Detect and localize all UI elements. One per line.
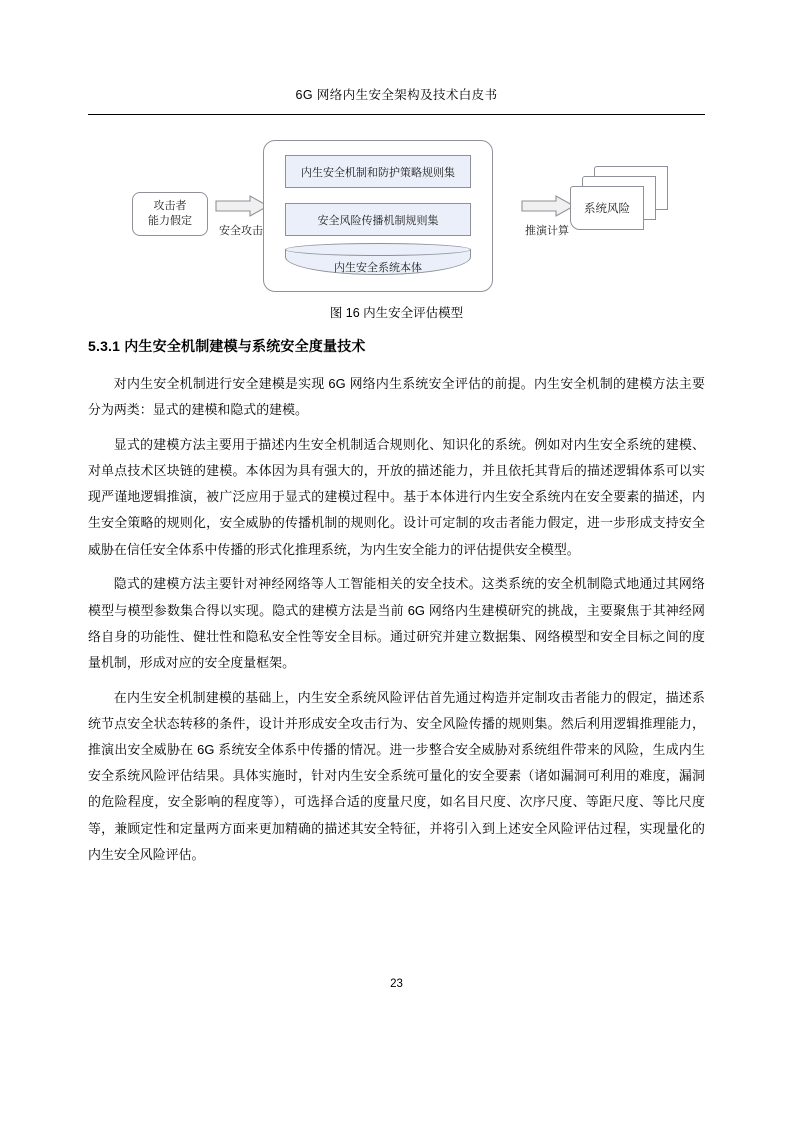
- system-risk-stack: [570, 166, 670, 234]
- right-arrow-icon: [214, 194, 270, 218]
- right-arrow-icon: [520, 194, 576, 218]
- system-risk-card-front: 系统风险: [570, 186, 644, 230]
- endogenous-security-model-container: [263, 140, 493, 292]
- document-content: [88, 336, 705, 876]
- header-divider: [88, 114, 705, 115]
- header-title: 6G 网络内生安全架构及技术白皮书: [295, 88, 498, 102]
- section-heading: 5.3.1 内生安全机制建模与系统安全度量技术: [88, 338, 366, 354]
- system-ontology-cylinder: [285, 243, 471, 281]
- figure-diagram: [88, 132, 705, 300]
- deduction-arrow-label: 推演计算: [525, 225, 569, 237]
- body-paragraph: 显式的建模方法主要用于描述内生安全机制适合规则化、知识化的系统。例如对内生安全系统的建模、对单点技术区块链的建模。本体因为具有强大的，开放的描述能力，并且依托其背后的描述逻辑体系可以实现严谨地逻辑推演，被广泛应用于显式的建模过程中。基于本体进行内生安全系统内在安全要素的描述，内生安全策略的规则化，安全威胁的传播机制的规则化。设计可定制的攻击者能力假定，进一步形成支持安全威胁在信任安全体系中传播的形式化推理系统，为内生安全能力的评估提供安全模型。: [88, 436, 705, 557]
- security-mechanism-ruleset-box: 内生安全机制和防护策略规则集: [285, 155, 471, 188]
- risk-propagation-ruleset-box: 安全风险传播机制规则集: [285, 203, 471, 236]
- attack-arrow-label: 安全攻击: [219, 225, 263, 237]
- attacker-node-line2: 能力假定: [148, 215, 192, 227]
- body-paragraph: 在内生安全机制建模的基础上，内生安全系统风险评估首先通过构造并定制攻击者能力的假定，描述系统节点安全状态转移的条件，设计并形成安全攻击行为、安全风险传播的规则集。然后利用逻辑推理能力，推演出安全威胁在 6G 系统安全体系中传播的情况。进一步整合安全威胁对系统组件带来的风险，生成内生安全系统风险评估结果。具体实施时，针对内生安全系统可量化的安全要素（诸如漏洞可利用的难度，漏洞的危险程度，安全影响的程度等），可选择合适的度量尺度，如名目尺度、次序尺度、等距尺度、等比尺度等，兼顾定性和定量两方面来更加精确的描述其安全特征，并将引入到上述安全风险评估过程，实现量化的内生安全风险评估。: [88, 689, 705, 862]
- body-paragraph: 隐式的建模方法主要针对神经网络等人工智能相关的安全技术。这类系统的安全机制隐式地通过其网络模型与模型参数集合得以实现。隐式的建模方法是当前 6G 网络内生建模研究的挑战，主要聚焦于其神经网络自身的功能性、健壮性和隐私安全性等安全目标。通过研究并建立数据集、网络模型和安全目标之间的度量机制，形成对应的安全度量框架。: [88, 576, 705, 670]
- page-number: 23: [390, 978, 403, 990]
- body-paragraph: 对内生安全机制进行安全建模是实现 6G 网络内生系统安全评估的前提。内生安全机制的建模方法主要分为两类：显式的建模和隐式的建模。: [88, 376, 705, 418]
- page-header: [88, 88, 705, 103]
- attacker-capability-node: [132, 192, 208, 236]
- deduction-arrow-group: [520, 194, 576, 238]
- cylinder-top-ellipse: [285, 243, 471, 256]
- attack-arrow-group: [214, 194, 270, 238]
- attacker-node-line1: 攻击者: [153, 200, 187, 213]
- figure-caption: 图 16 内生安全评估模型: [329, 306, 464, 320]
- cylinder-label: 内生安全系统本体: [334, 262, 422, 274]
